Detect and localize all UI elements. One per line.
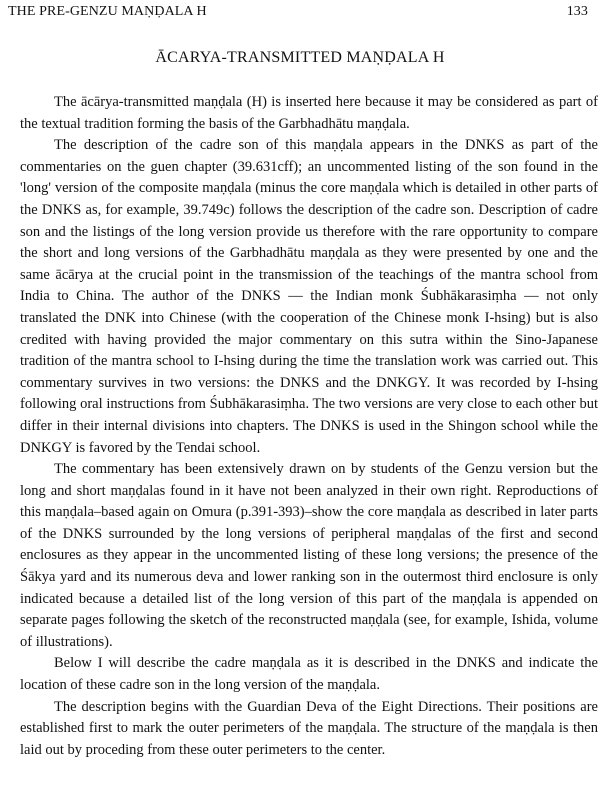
paragraph-1: The ācārya-transmitted maṇḍala (H) is inserted here because it may be considered as part of the textual tradition forming the basis of the Garbhadhātu maṇḍala. [20,94,598,132]
running-head [8,2,588,22]
paragraph-5: The description begins with the Guardian Deva of the Eight Directions. Their positions are established first to mark the outer perimeters of the maṇḍala. The structure of the maṇḍala is then laid out by proceding from these outer perimeters to the center. [20,698,598,758]
body-text [20,92,598,761]
running-head-title: THE PRE-GENZU MAṆḌALA H [8,4,207,19]
paragraph-3: The commentary has been extensively drawn on by students of the Genzu version but the long and short maṇḍalas found in it have not been analyzed in their own right. Reproductions of this maṇḍala–based again on Omura (p.391-393)–show the core maṇḍala as described in later parts of the DNKS surrounded by the long versions of peripheral maṇḍalas of the first and second enclosures as they appear in the uncommented listing of these long versions; the presence of the Śākya yard and its numerous deva and lower ranking son in the outermost third enclosure is only indicated because a detailed list of the long version of this part of the maṇḍala is appended on separate pages following the sketch of the reconstructed maṇḍala (see, for example, Ishida, volume of illustrations). [20,461,598,650]
paragraph-2: The description of the cadre son of this maṇḍala appears in the DNKS as part of the commentaries on the guen chapter (39.631cff); an uncommented listing of the son found in the 'long' version of the composite maṇḍala (minus the core maṇḍala which is detailed in other parts of the DNKS as, for example, 39.749c) follows the description of the cadre son. Description of cadre son and the listings of the long version provide us therefore with the rare opportunity to compare the short and long versions of the Garbhadhātu maṇḍala as they were presented by one and the same ācārya at the crucial point in the transmission of the teachings of the mantra school from India to China. The author of the DNKS — the Indian monk Śubhākarasiṃha — not only translated the DNK into Chinese (with the cooperation of the Chinese monk I-hsing) but is also credited with having provided the major commentary on this sutra within the Sino-Japanese tradition of the mantra school to I-hsing during the time the translation work was carried out. This commentary survives in two versions: the DNKS and the DNKGY. It was recorded by I-hsing following oral instructions from Śubhākarasiṃha. The two versions are very close to each other but differ in their internal divisions into chapters. The DNKS is used in the Shingon school while the DNKGY is favored by the Tendai school. [20,137,598,456]
section-title: ĀCARYA-TRANSMITTED MAṆḌALA H [155,49,445,66]
page-number: 133 [566,4,588,19]
paragraph-4: Below I will describe the cadre maṇḍala as it is described in the DNKS and indicate the location of these cadre son in the long version of the maṇḍala. [20,655,598,694]
